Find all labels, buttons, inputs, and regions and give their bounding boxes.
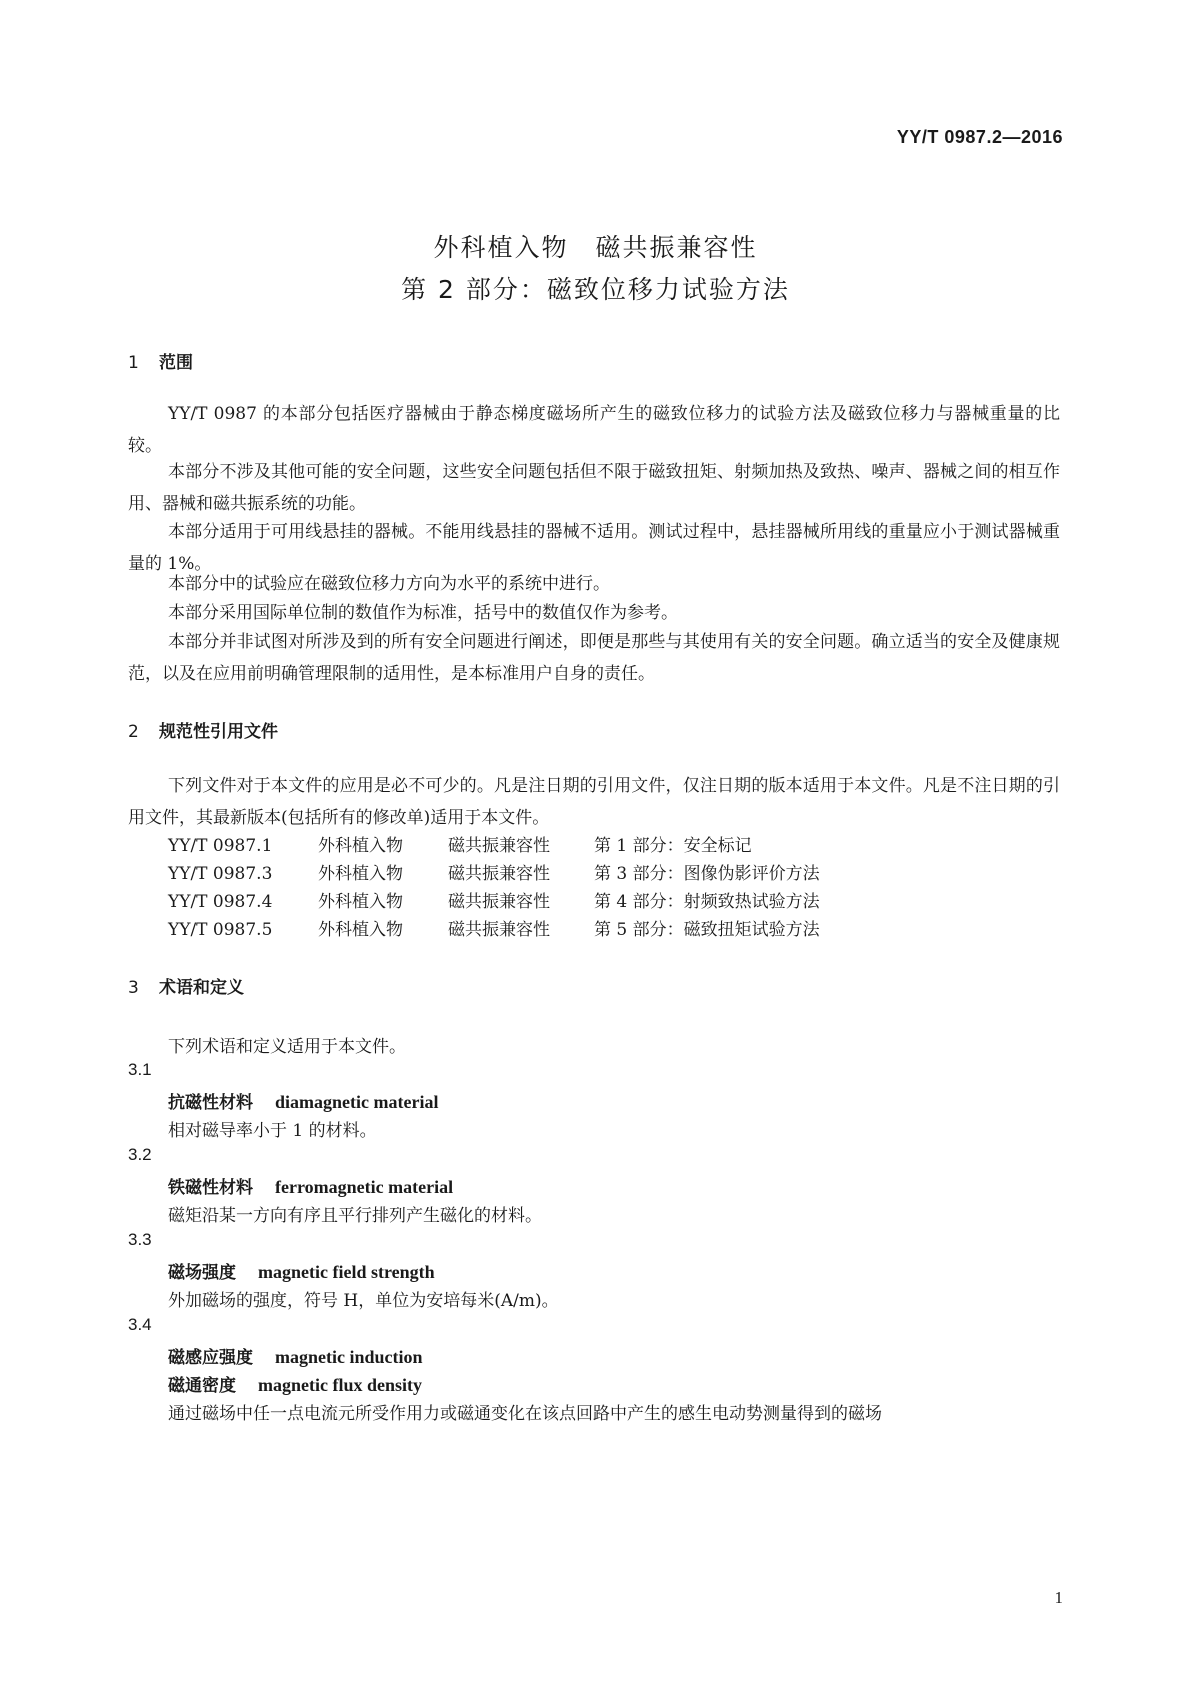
document-title-line-1: 外科植入物 磁共振兼容性	[433, 233, 758, 262]
term-definition: 磁矩沿某一方向有序且平行排列产生磁化的材料。	[168, 1206, 542, 1226]
term-definition: 外加磁场的强度，符号 H，单位为安培每米(A/m)。	[168, 1291, 559, 1311]
references-intro: 下列文件对于本文件的应用是必不可少的。凡是注日期的引用文件，仅注日期的版本适用于本文件。凡是不注日期的引用文件，其最新版本(包括所有的修改单)适用于本文件。	[128, 776, 1060, 828]
scope-paragraph: 本部分中的试验应在磁致位移力方向为水平的系统中进行。	[168, 574, 610, 594]
section-1-heading	[128, 348, 193, 373]
section-title: 规范性引用文件	[159, 722, 278, 742]
term-number: 3.3	[128, 1230, 152, 1249]
scope-paragraph: 本部分不涉及其他可能的安全问题，这些安全问题包括但不限于磁致扭矩、射频加热及致热、噪声、器械之间的相互作用、器械和磁共振系统的功能。	[128, 462, 1060, 514]
section-title: 术语和定义	[159, 978, 244, 998]
term-entry: 铁磁性材料 ferromagnetic material	[168, 1177, 454, 1198]
terms-intro: 下列术语和定义适用于本文件。	[168, 1037, 406, 1057]
section-title: 范围	[159, 353, 193, 373]
document-title-line-2: 第 2 部分：磁致位移力试验方法	[401, 275, 790, 304]
scope-paragraph: 本部分适用于可用线悬挂的器械。不能用线悬挂的器械不适用。测试过程中，悬挂器械所用线的重量应小于测试器械重量的 1%。	[128, 522, 1060, 574]
standard-code: YY/T 0987.2—2016	[896, 127, 1063, 147]
section-2-heading	[128, 717, 278, 742]
scope-paragraph: 本部分并非试图对所涉及到的所有安全问题进行阐述，即便是那些与其使用有关的安全问题。确立适当的安全及健康规范，以及在应用前明确管理限制的适用性，是本标准用户自身的责任。	[128, 632, 1060, 684]
page-number: 1	[1054, 1588, 1063, 1607]
scope-paragraph: 本部分采用国际单位制的数值作为标准，括号中的数值仅作为参考。	[168, 603, 678, 623]
term-entry: 抗磁性材料 diamagnetic material	[168, 1092, 439, 1113]
term-number: 3.1	[128, 1060, 152, 1079]
scope-paragraph: YY/T 0987 的本部分包括医疗器械由于静态梯度磁场所产生的磁致位移力的试验方法及磁致位移力与器械重量的比较。	[128, 404, 1060, 456]
section-3-heading	[128, 973, 244, 998]
term-number: 3.4	[128, 1315, 152, 1334]
term-entry: 磁场强度 magnetic field strength	[168, 1262, 435, 1283]
term-entry: 磁感应强度 magnetic induction	[168, 1347, 423, 1368]
reference-item: YY/T 0987.5 外科植入物 磁共振兼容性 第 5 部分：磁致扭矩试验方法	[168, 920, 820, 940]
reference-item: YY/T 0987.3 外科植入物 磁共振兼容性 第 3 部分：图像伪影评价方法	[168, 864, 820, 884]
term-entry-synonym: 磁通密度 magnetic flux density	[168, 1375, 422, 1396]
section-number: 1	[128, 353, 139, 373]
term-number: 3.2	[128, 1145, 152, 1164]
reference-item: YY/T 0987.1 外科植入物 磁共振兼容性 第 1 部分：安全标记	[168, 836, 752, 856]
term-definition: 相对磁导率小于 1 的材料。	[168, 1121, 377, 1141]
term-definition: 通过磁场中任一点电流元所受作用力或磁通变化在该点回路中产生的感生电动势测量得到的磁场	[168, 1404, 882, 1424]
section-number: 3	[128, 978, 139, 998]
reference-item: YY/T 0987.4 外科植入物 磁共振兼容性 第 4 部分：射频致热试验方法	[168, 892, 820, 912]
section-number: 2	[128, 722, 139, 742]
